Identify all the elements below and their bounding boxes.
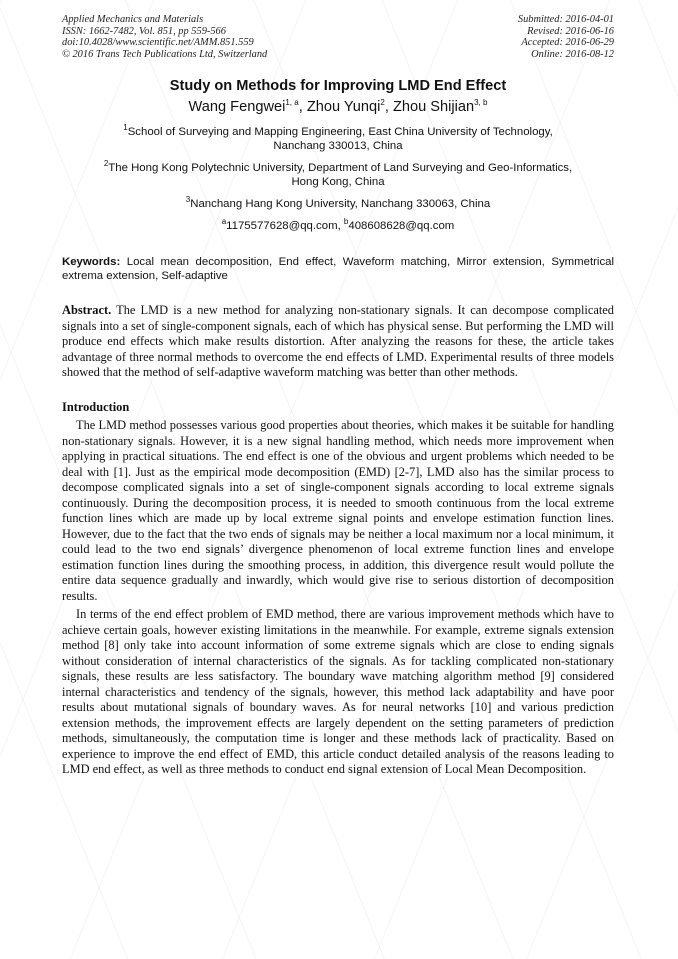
paper-page — [62, 14, 614, 778]
journal-header — [62, 14, 614, 60]
email-link[interactable]: 1175577628@qq.com — [226, 220, 338, 233]
body-paragraph: The LMD method possesses various good properties about theories, which makes it be suitable for handling non-stationary signals. However, it is a new signal handling method, which needs more improvement when applying in practical situations. The end effect is one of the obvious and urgent problems which needed to be deal with [1]. Just as the empirical mode decomposition (EMD) [2-7], LMD also has the similar process to decompose complicated signals into a set of single-component signals according to local extreme signals continuously. During the decomposition process, it is needed to smooth continuous from the local extreme function lines which are made up by local extreme signal points and envelope estimation function lines. However, due to the fact that the two ends of signals may be neither a local maximum nor a local minimum, it could lead to the two end signals’ divergence phenomenon of local extreme function lines and envelope estimation function lines during the smoothing process, in addition, this divergence result would pollute the entire data sequence gradually and inwardly, which would give rise to serious distortion of decomposition results. — [62, 418, 614, 603]
abstract-text: The LMD is a new method for analyzing non-stationary signals. It can decompose complicated signals into a set of single-component signals, each of which has physical sense. But performing the LMD will produce end effects which make results distortion. After analyzing the reasons for these, the article takes advantage of three normal methods to overcome the end effects of LMD. Experimental results of three models showed that the method of self-adaptive waveform matching was better than other methods. — [62, 303, 614, 380]
keywords-text: Local mean decomposition, End effect, Waveform matching, Mirror extension, Symmetrical extrema extension, Self-adaptive — [62, 256, 615, 283]
date-online: Online: 2016-08-12 — [531, 48, 614, 60]
date-submitted: Submitted: 2016-04-01 — [517, 14, 614, 25]
email-marker: b — [343, 217, 349, 227]
journal-info — [62, 14, 267, 60]
journal-copyright: © 2016 Trans Tech Publications Ltd, Switzerland — [62, 48, 268, 60]
author-name: Zhou Shijian — [392, 99, 475, 116]
date-accepted: Accepted: 2016-06-29 — [521, 37, 614, 49]
section-heading-introduction: Introduction — [62, 399, 130, 414]
email-link[interactable]: 408608628@qq.com — [348, 220, 455, 233]
journal-name: Applied Mechanics and Materials — [62, 14, 204, 25]
journal-issn: ISSN: 1662-7482, Vol. 851, pp 559-566 — [62, 25, 226, 37]
abstract-block — [62, 303, 614, 381]
author-superscript: 1, a — [285, 98, 299, 108]
submission-dates — [518, 14, 614, 60]
affiliation-line: Nanchang 330013, China — [273, 140, 403, 153]
affiliation-marker: 2 — [103, 159, 109, 169]
author-name: Zhou Yunqi — [306, 99, 381, 116]
affiliation-line: Hong Kong, China — [291, 176, 385, 189]
affiliation-3 — [62, 197, 614, 211]
affiliation-line: School of Surveying and Mapping Engineering, East China University of Technology, — [127, 126, 553, 139]
author-superscript: 2 — [380, 98, 385, 108]
author-superscript: 3, b — [474, 98, 488, 108]
author-emails — [62, 219, 614, 233]
abstract-label: Abstract. — [62, 303, 112, 318]
author-list — [62, 97, 614, 117]
affiliation-1 — [62, 125, 614, 153]
affiliation-line: Nanchang Hang Kong University, Nanchang 330063, China — [190, 198, 491, 211]
author-separator: , — [384, 99, 393, 116]
author-separator: , — [298, 99, 307, 116]
email-separator: , — [337, 220, 344, 233]
email-marker: a — [221, 217, 227, 227]
body-paragraph: In terms of the end effect problem of EMD method, there are various improvement methods which have to achieve certain goals, however existing limitations in the meanwhile. For example, extreme signals extension method [8] only take into account information of some extreme signals which are close to ending signals without consideration of internal characteristics of the signals. As for tackling complicated non-stationary signals, these results are less satisfactory. The boundary wave matching algorithm method [9] considered internal characteristics and tendency of the signals, however, this method lack adaptability and have poor results about mutational signals of boundary waves. As for neural networks [10] and various prediction extension methods, the improvement effects are largely dependent on the setting parameters of prediction methods, simultaneously, the computation time is longer and these methods lack of practicality. Based on experience to improve the end effect of EMD, this article conduct detailed analysis of the reasons leading to LMD end effect, as well as three methods to conduct end signal extension of Local Mean Decomposition. — [62, 607, 614, 777]
date-revised: Revised: 2016-06-16 — [527, 25, 614, 37]
affiliation-2 — [62, 161, 614, 189]
affiliation-line: The Hong Kong Polytechnic University, Department of Land Surveying and Geo-Informatics, — [108, 162, 573, 175]
affiliation-marker: 1 — [123, 123, 128, 133]
keywords-block — [62, 255, 614, 283]
author-name: Wang Fengwei — [188, 99, 286, 116]
affiliation-marker: 3 — [185, 195, 191, 205]
keywords-label: Keywords: — [62, 256, 121, 269]
paper-title: Study on Methods for Improving LMD End Effect — [169, 78, 507, 95]
journal-doi: doi:10.4028/www.scientific.net/AMM.851.559 — [62, 37, 254, 49]
